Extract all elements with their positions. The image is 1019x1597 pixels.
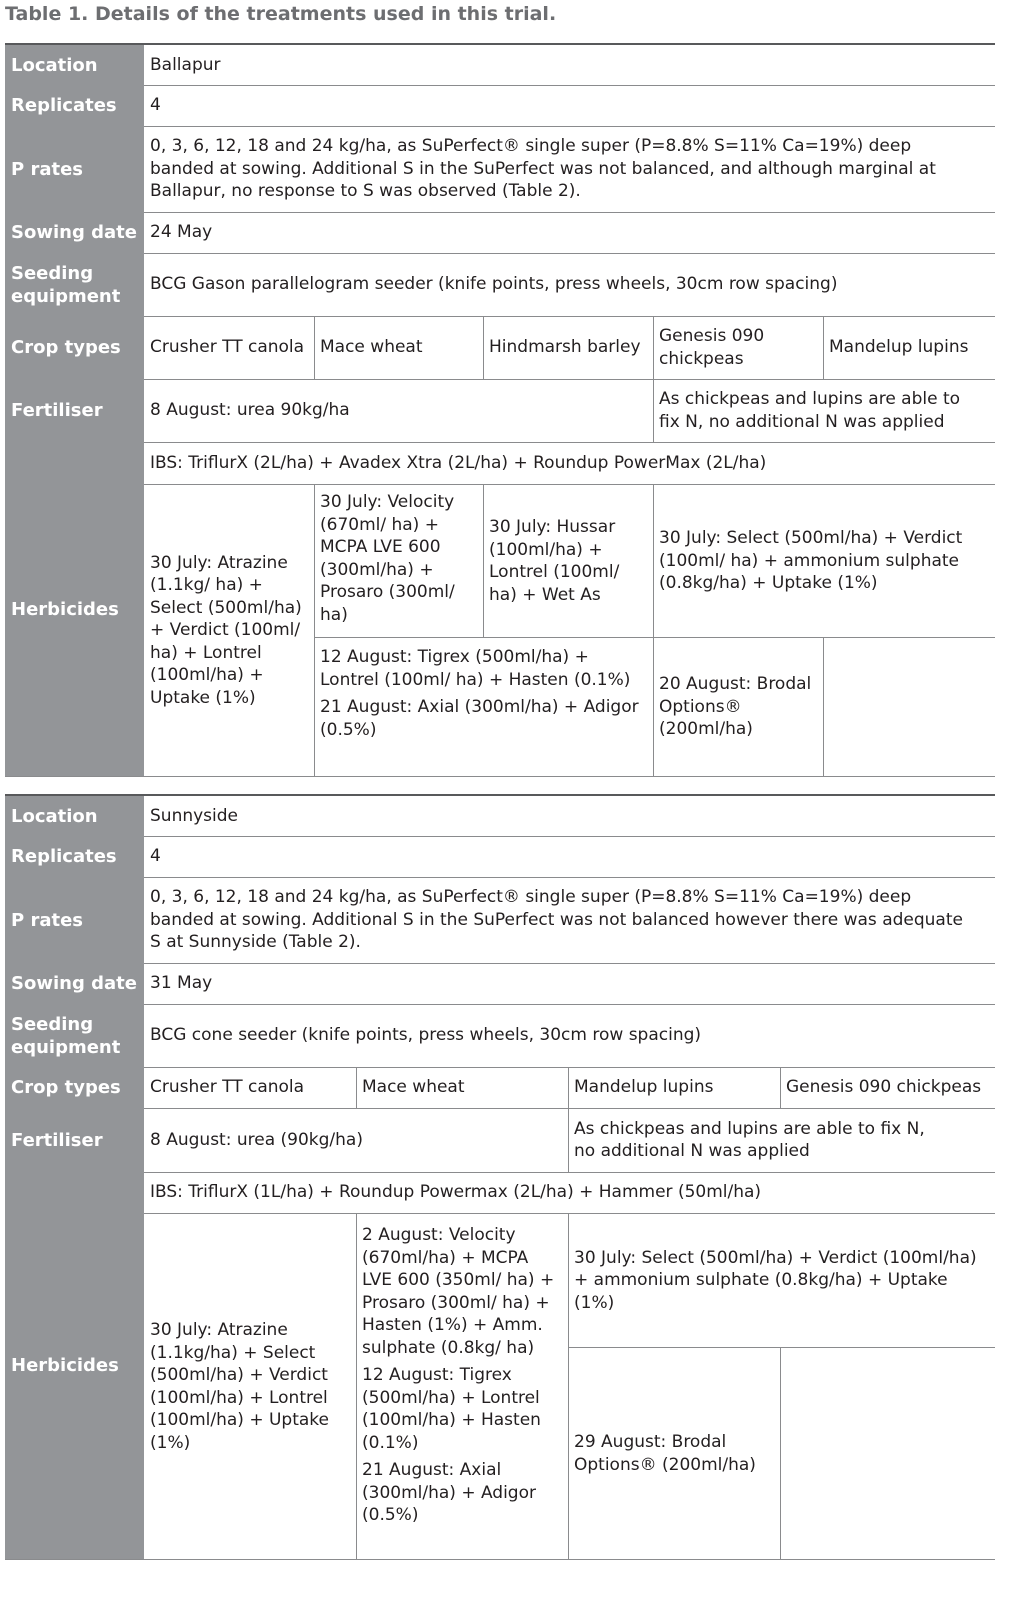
ballapur-table: [5, 43, 995, 776]
herbicide-canola: 30 July: Atrazine (1.1kg/ ha) + Select (500ml/ha) + Verdict (100ml/ ha) + Lontrel (100ml/ha) + Uptake (1%): [150, 552, 302, 708]
location-label: Location: [5, 796, 144, 836]
seeding-row: [5, 1004, 995, 1068]
herbicide-chickpeas-late: 29 August: Brodal Options® (200ml/ha): [574, 1432, 756, 1475]
fertiliser-label: Fertiliser: [5, 1108, 144, 1172]
fertiliser-label: Fertiliser: [5, 379, 144, 442]
herbicide-wheat-12aug: 12 August: Tigrex (500ml/ha) + Lontrel (100ml/ha) + Hasten (0.1%): [362, 1365, 541, 1453]
location-row: [5, 796, 995, 837]
prates-value: 0, 3, 6, 12, 18 and 24 kg/ha, as SuPerfect® single super (P=8.8% S=11% Ca=19%) deep banded at sowing. Additional S in the SuPerfect was not balanced however there was adequate S at Sunnyside (Table 2).: [150, 887, 963, 953]
prates-row: [5, 126, 995, 213]
location-label: Location: [5, 45, 144, 85]
seeding-row: [5, 253, 995, 317]
herbicides-label: Herbicides: [5, 442, 144, 776]
herbicide-canola: 30 July: Atrazine (1.1kg/ha) + Select (500ml/ha) + Verdict (100ml/ha) + Lontrel (100ml/ha) + Uptake (1%): [150, 1320, 329, 1453]
herbicide-cereals-21aug: 21 August: Axial (300ml/ha) + Adigor (0.5%): [320, 697, 639, 740]
sowing-label: Sowing date: [5, 212, 144, 253]
replicates-value: 4: [150, 846, 161, 867]
location-value: Ballapur: [150, 54, 221, 75]
crop-types-row: [5, 316, 995, 380]
crop-barley: Hindmarsh barley: [489, 337, 641, 358]
herbicide-chickpeas-late: 20 August: Brodal Options® (200ml/ha): [659, 674, 812, 740]
sowing-value: 31 May: [150, 973, 213, 994]
crop-chickpeas: Genesis 090 chickpeas: [786, 1077, 982, 1098]
herbicide-barley: 30 July: Hussar (100ml/ha) + Lontrel (100ml/ ha) + Wet As: [489, 517, 620, 605]
herbicide-cereals-12aug: 12 August: Tigrex (500ml/ha) + Lontrel (100ml/ ha) + Hasten (0.1%): [320, 647, 631, 690]
seeding-label: Seeding equipment: [5, 1004, 144, 1067]
herbicide-cereals-late: [314, 646, 653, 776]
fertiliser-value: 8 August: urea (90kg/ha): [150, 1129, 363, 1150]
herbicide-wheat: [356, 1224, 568, 1559]
replicates-label: Replicates: [5, 836, 144, 877]
herbicides-row: [5, 442, 995, 777]
fertiliser-note: As chickpeas and lupins are able to fix N, no additional N was applied: [659, 389, 961, 432]
seeding-value: BCG Gason parallelogram seeder (knife points, press wheels, 30cm row spacing): [150, 274, 838, 295]
crop-types-row: [5, 1067, 995, 1109]
herbicide-pulses: 30 July: Select (500ml/ha) + Verdict (100ml/ ha) + ammonium sulphate (0.8kg/ha) + Uptake (1%): [659, 528, 963, 594]
crop-types-label: Crop types: [5, 316, 144, 379]
replicates-row: [5, 85, 995, 127]
crop-chickpeas: Genesis 090 chickpeas: [659, 326, 765, 369]
sowing-row: [5, 963, 995, 1005]
herbicides-label: Herbicides: [5, 1172, 144, 1559]
location-row: [5, 45, 995, 86]
replicates-value: 4: [150, 95, 161, 116]
herbicide-wheat-21aug: 21 August: Axial (300ml/ha) + Adigor (0.5%): [362, 1460, 536, 1525]
crop-lupins: Mandelup lupins: [829, 337, 969, 358]
crop-canola: Crusher TT canola: [150, 1077, 305, 1098]
crop-lupins: Mandelup lupins: [574, 1077, 714, 1098]
crop-wheat: Mace wheat: [362, 1077, 465, 1098]
replicates-label: Replicates: [5, 85, 144, 126]
herbicide-pulses: 30 July: Select (500ml/ha) + Verdict (100ml/ha) + ammonium sulphate (0.8kg/ha) + Uptake (1%): [574, 1247, 977, 1313]
herbicides-row: [5, 1172, 995, 1560]
seeding-value: BCG cone seeder (knife points, press wheels, 30cm row spacing): [150, 1025, 702, 1046]
seeding-label: Seeding equipment: [5, 253, 144, 316]
sowing-row: [5, 212, 995, 254]
herbicide-wheat-2aug: 2 August: Velocity (670ml/ha) + MCPA LVE 600 (350ml/ ha) + Prosaro (300ml/ ha) + Hasten (1%) + Amm. sulphate (0.8kg/ ha): [362, 1225, 555, 1358]
crop-canola: Crusher TT canola: [150, 337, 305, 358]
table-title: Table 1. Details of the treatments used in this trial.: [5, 3, 557, 25]
herbicide-ibs: IBS: TriflurX (2L/ha) + Avadex Xtra (2L/ha) + Roundup PowerMax (2L/ha): [150, 452, 767, 473]
sowing-value: 24 May: [150, 222, 213, 243]
crop-wheat: Mace wheat: [320, 337, 423, 358]
herbicide-ibs: IBS: TriflurX (1L/ha) + Roundup Powermax (2L/ha) + Hammer (50ml/ha): [150, 1182, 762, 1203]
prates-row: [5, 877, 995, 964]
fertiliser-row: [5, 1108, 995, 1173]
location-value: Sunnyside: [150, 805, 239, 826]
prates-label: P rates: [5, 126, 144, 212]
fertiliser-row: [5, 379, 995, 443]
prates-label: P rates: [5, 877, 144, 963]
crop-types-label: Crop types: [5, 1067, 144, 1108]
fertiliser-value: 8 August: urea 90kg/ha: [150, 400, 350, 421]
herbicide-wheat: 30 July: Velocity (670ml/ ha) + MCPA LVE 600 (300ml/ha) + Prosaro (300ml/ ha): [320, 492, 455, 625]
replicates-row: [5, 836, 995, 878]
prates-value: 0, 3, 6, 12, 18 and 24 kg/ha, as SuPerfect® single super (P=8.8% S=11% Ca=19%) deep banded at sowing. Additional S in the SuPerfect was not balanced, and although marginal at Ballapur, no response to S was observed (Table 2).: [150, 136, 936, 202]
sunnyside-table: [5, 794, 995, 1559]
fertiliser-note: As chickpeas and lupins are able to fix N, no additional N was applied: [574, 1118, 925, 1161]
sowing-label: Sowing date: [5, 963, 144, 1004]
